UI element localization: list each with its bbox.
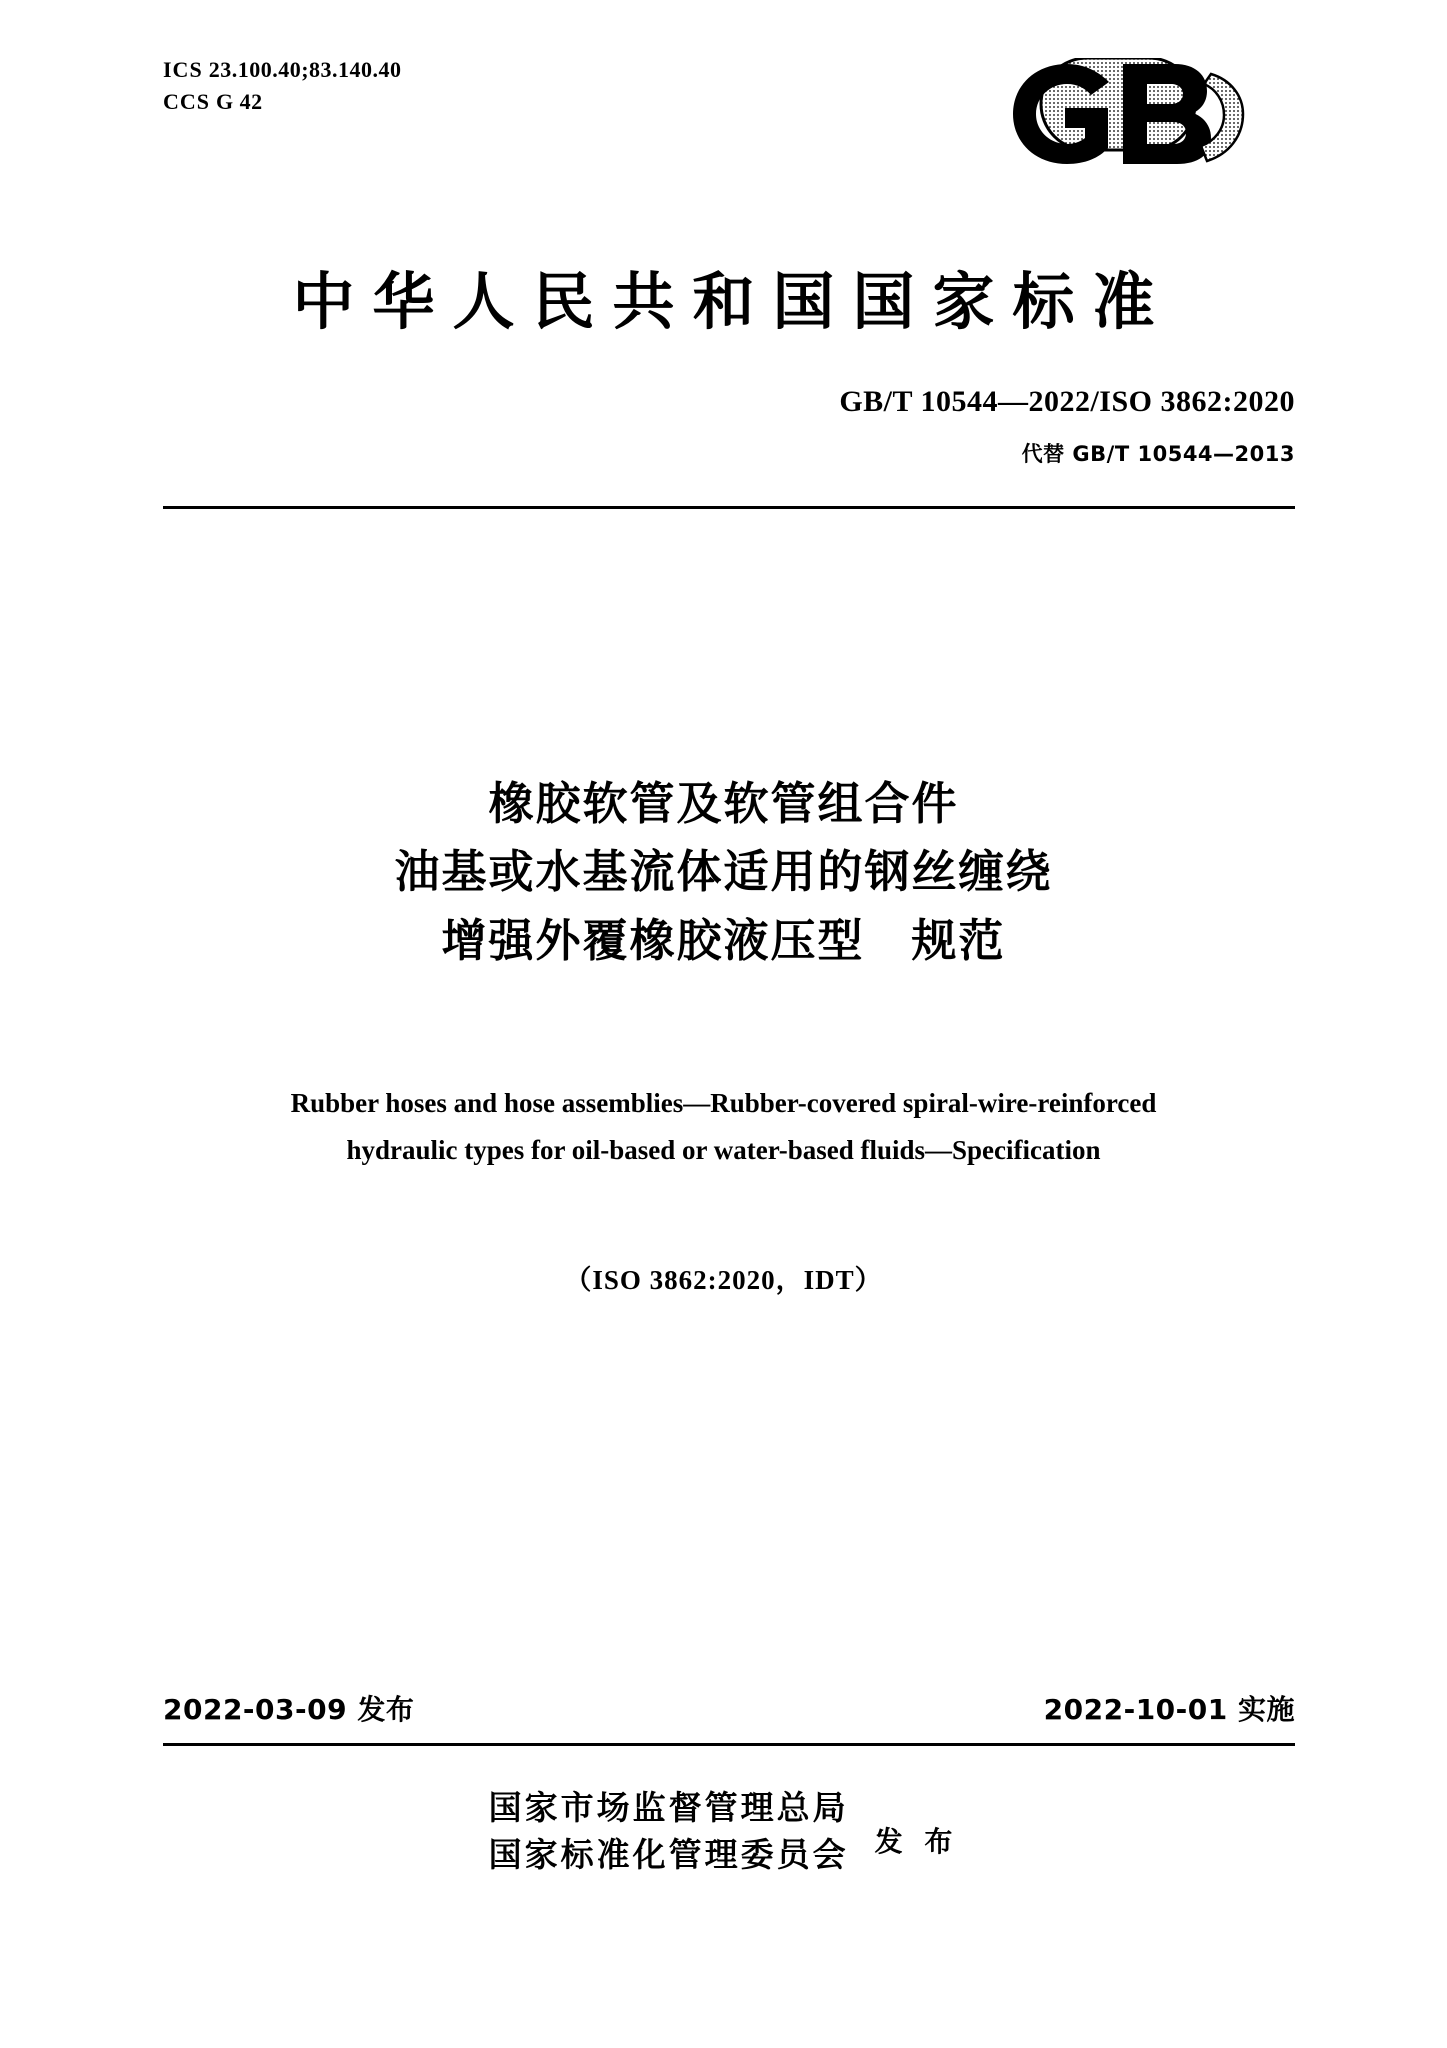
title-chinese-line-2: 油基或水基流体适用的钢丝缠绕	[394, 845, 1053, 899]
classification-block	[163, 54, 402, 118]
title-english	[180, 1080, 1267, 1175]
implementation-date: 2022-10-01 实施	[1043, 1693, 1295, 1726]
bottom-divider	[163, 1743, 1295, 1746]
title-english-line-2: hydraulic types for oil-based or water-based fluids—Specification	[346, 1135, 1101, 1166]
replaces-note: 代替 GB/T 10544—2013	[1021, 442, 1295, 466]
publisher-names	[489, 1785, 849, 1879]
ics-label: ICS	[163, 57, 203, 82]
ics-line	[163, 54, 402, 86]
national-standard-title: 中华人民共和国国家标准	[292, 265, 1173, 338]
title-chinese-line-1: 橡胶软管及软管组合件	[488, 777, 959, 830]
publisher-block	[0, 1785, 1447, 1879]
title-chinese-line-3: 增强外覆橡胶液压型 规范	[441, 913, 1006, 967]
issue-date: 2022-03-09 发布	[163, 1693, 415, 1726]
publisher-verb: 发 布	[874, 1824, 959, 1858]
publisher-line-2: 国家标准化管理委员会	[488, 1834, 849, 1874]
ccs-line	[163, 86, 402, 118]
ics-value: 23.100.40;83.140.40	[208, 57, 402, 82]
standard-number: GB/T 10544—2022/ISO 3862:2020	[839, 385, 1295, 418]
ccs-value: G 42	[216, 88, 263, 114]
gb-emblem-icon	[1005, 58, 1295, 178]
publisher-line-1: 国家市场监督管理总局	[488, 1788, 849, 1827]
top-divider	[163, 506, 1295, 509]
title-chinese	[0, 770, 1447, 975]
title-english-line-1: Rubber hoses and hose assemblies—Rubber-covered spiral-wire-reinforced	[290, 1088, 1157, 1118]
ccs-label: CCS	[163, 88, 211, 114]
identical-note: （ISO 3862:2020，IDT）	[564, 1265, 883, 1295]
